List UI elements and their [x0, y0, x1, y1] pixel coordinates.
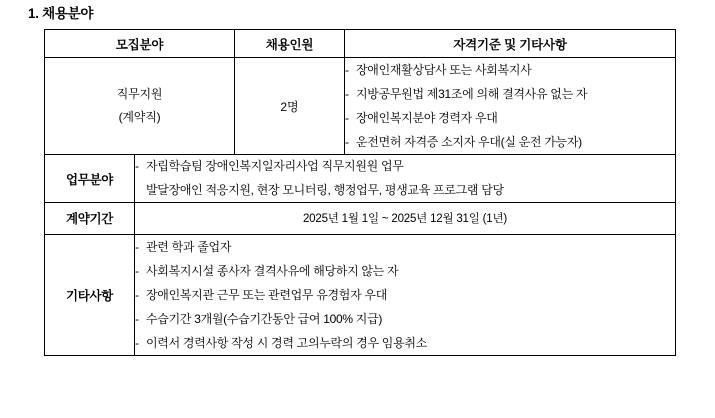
dash-marker: - [345, 135, 349, 150]
qualifications-cell [345, 58, 676, 155]
row-label-notes: 기타사항 [45, 234, 135, 355]
dash-marker: - [345, 111, 349, 126]
dash-marker: - [135, 287, 139, 302]
column-header-qualifications: 자격기준 및 기타사항 [345, 30, 676, 58]
list-item [345, 58, 675, 82]
table-row-position [45, 58, 676, 155]
column-header-field: 모집분야 [45, 30, 235, 58]
list-item [135, 155, 675, 178]
position-count: 2명 [235, 58, 345, 155]
list-item [345, 106, 675, 130]
list-item [135, 259, 675, 283]
list-item [135, 283, 675, 307]
row-label-duties: 업무분야 [45, 155, 135, 203]
recruitment-table [44, 29, 676, 356]
duties-detail-line: 발달장애인 적응지원, 현장 모니터링, 행정업무, 평생교육 프로그램 담당 [146, 182, 504, 197]
list-item-text: 사회복지시설 종사자 결격사유에 해당하지 않는 자 [146, 263, 399, 278]
page-title: 1. 채용분야 [28, 6, 94, 21]
column-header-count: 채용인원 [235, 30, 345, 58]
list-item [345, 82, 675, 106]
list-item [345, 130, 675, 154]
position-type: (계약직) [118, 110, 161, 125]
duties-cell [135, 155, 676, 203]
dash-marker: - [135, 311, 139, 326]
list-item-text: 장애인복지분야 경력자 우대 [356, 111, 498, 126]
list-item-text: 장애인복지관 근무 또는 관련업무 유경험자 우대 [146, 287, 388, 302]
list-item [135, 235, 675, 259]
list-item-text: 관련 학과 졸업자 [146, 239, 232, 254]
dash-marker: - [345, 63, 349, 78]
table-row-contract-period [45, 202, 676, 234]
list-item-text: 지방공무원법 제31조에 의해 결격사유 없는 자 [356, 87, 588, 102]
notes-cell [135, 234, 676, 355]
list-item [135, 331, 675, 355]
dash-marker: - [135, 263, 139, 278]
row-label-contract-period: 계약기간 [45, 202, 135, 234]
list-item-text: 수습기간 3개월(수습기간동안 급여 100% 지급) [146, 311, 383, 326]
position-field-cell [45, 58, 235, 155]
table-row-duties [45, 155, 676, 203]
dash-marker: - [345, 87, 349, 102]
dash-marker: - [135, 159, 139, 174]
table-header-row [45, 30, 676, 58]
dash-marker: - [135, 239, 139, 254]
dash-marker: - [135, 335, 139, 350]
position-name: 직무지원 [116, 87, 163, 102]
list-item-text: 자립학습팀 장애인복지일자리사업 직무지원원 업무 [146, 159, 404, 174]
table-row-notes [45, 234, 676, 355]
list-item-text: 운전면허 자격증 소지자 우대(실 운전 가능자) [356, 135, 582, 150]
list-item-text: 이력서 경력사항 작성 시 경력 고의누락의 경우 임용취소 [146, 335, 427, 350]
list-item [135, 307, 675, 331]
list-item-text: 장애인재활상담사 또는 사회복지사 [356, 63, 532, 78]
contract-period-value: 2025년 1월 1일 ~ 2025년 12월 31일 (1년) [135, 202, 676, 234]
